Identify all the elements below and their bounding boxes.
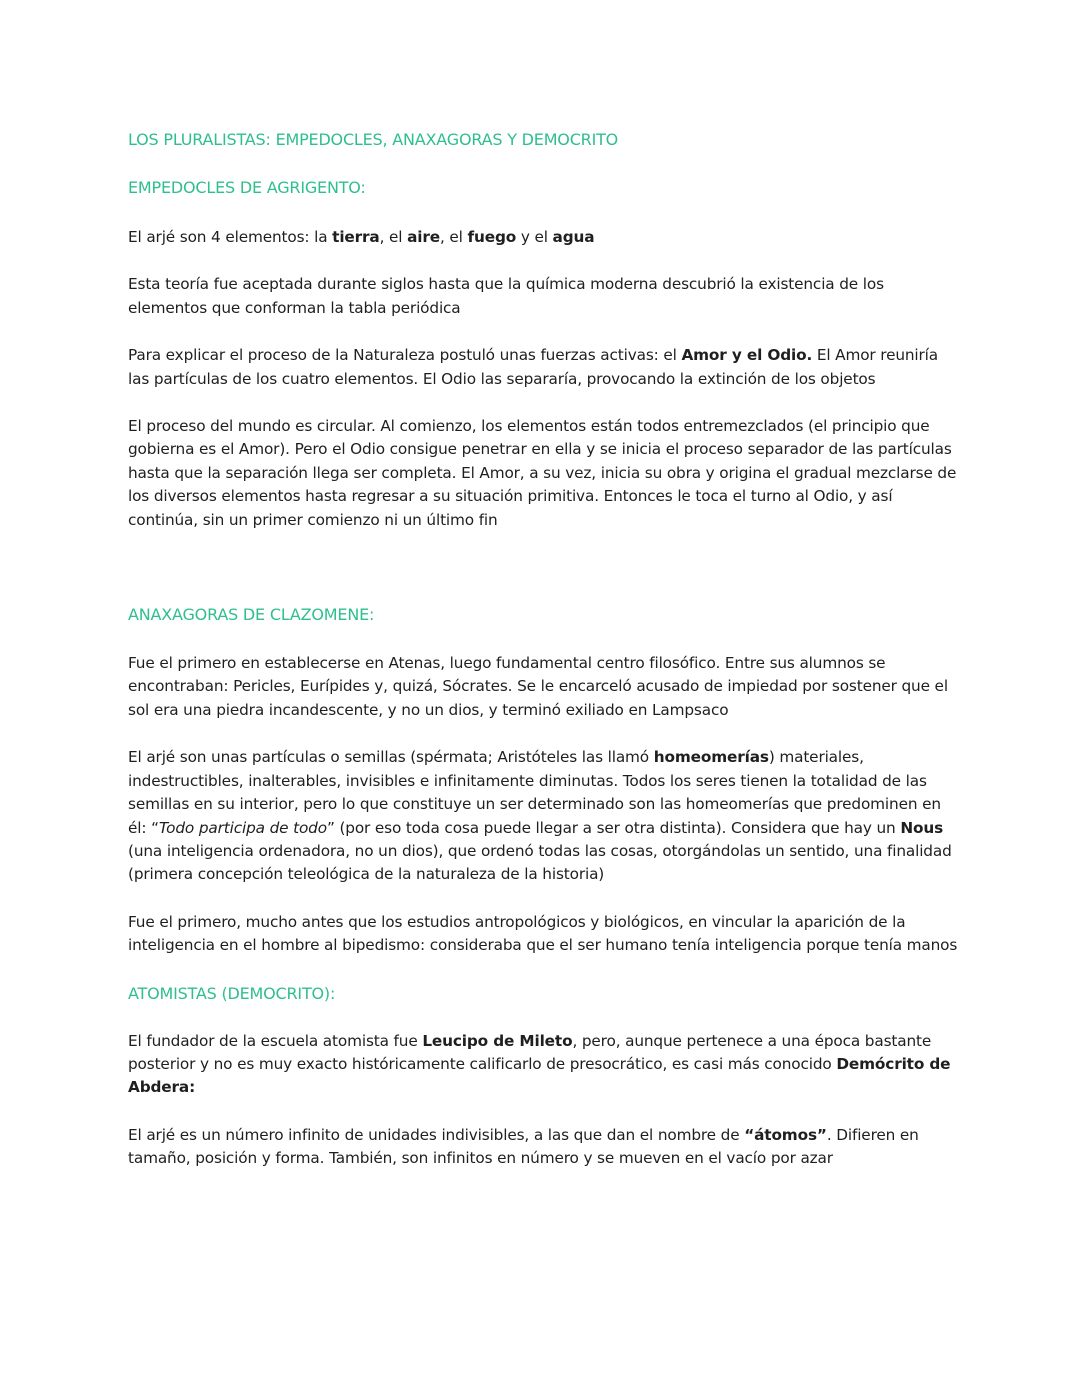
section-heading-empedocles: EMPEDOCLES DE AGRIGENTO: (128, 178, 366, 197)
empedocles-paragraph-4: El proceso del mundo es circular. Al comienzo, los elementos están todos entremezclados (el principio que gobierna es el Amor). Pero el Odio consigue penetrar en ella y se inicia el proceso separador de las partículas hasta que la separación llega ser completa. El Amor, a su vez, inicia su obra y origina el gradual mezclarse de los diversos elementos hasta regresar a su situación primitiva. Entonces le toca el turno al Odio, y así continúa, sin un primer comienzo ni un último fin (128, 417, 957, 529)
empedocles-paragraph-1: El arjé son 4 elementos: la tierra, el aire, el fuego y el agua (128, 228, 595, 246)
anaxagoras-paragraph-1: Fue el primero en establecerse en Atenas, luego fundamental centro filosófico. Entre sus alumnos se encontraban: Pericles, Eurípides y, quizá, Sócrates. Se le encarceló acusado de impiedad por sostener que el sol era una piedra incandescente, y no un dios, y terminó exiliado en Lampsaco (128, 654, 948, 719)
empedocles-paragraph-3: Para explicar el proceso de la Naturaleza postuló unas fuerzas activas: el Amor y el Odio. El Amor reuniría las partículas de los cuatro elementos. El Odio las separaría, provocando la extinción de los objetos (128, 346, 938, 388)
document-page (128, 128, 958, 1171)
section-heading-anaxagoras: ANAXAGORAS DE CLAZOMENE: (128, 605, 375, 625)
section-heading-atomistas: ATOMISTAS (DEMOCRITO): (128, 983, 336, 1003)
atomistas-paragraph-1: El fundador de la escuela atomista fue Leucipo de Mileto, pero, aunque pertenece a una época bastante posterior y no es muy exacto históricamente calificarlo de presocrático, es casi más conocido Demócrito de Abdera: (128, 1031, 951, 1097)
anaxagoras-paragraph-2: El arjé son unas partículas o semillas (spérmata; Aristóteles las llamó homeomerías) materiales, indestructibles, inalterables, invisibles e infinitamente diminutas. Todos los seres tienen la totalidad de las semillas en su interior, pero lo que constituye un ser determinado son las homeomerías que predominen en él: “Todo participa de todo” (por eso toda cosa puede llegar a ser otra distinta). Considera que hay un Nous (una inteligencia ordenadora, no un dios), que ordenó todas las cosas, otorgándolas un sentido, una finalidad (primera concepción teleológica de la naturaleza de la historia) (128, 748, 952, 884)
atomistas-paragraph-2: El arjé es un número infinito de unidades indivisibles, a las que dan el nombre de “átomos”. Difieren en tamaño, posición y forma. También, son infinitos en número y se mueven en el vacío por azar (128, 1125, 919, 1168)
anaxagoras-paragraph-3: Fue el primero, mucho antes que los estudios antropológicos y biológicos, en vincular la aparición de la inteligencia en el hombre al bipedismo: consideraba que el ser humano tenía inteligencia porque tenía manos (128, 912, 958, 955)
document-title: LOS PLURALISTAS: EMPEDOCLES, ANAXAGORAS Y DEMOCRITO (128, 130, 619, 149)
empedocles-paragraph-2: Esta teoría fue aceptada durante siglos hasta que la química moderna descubrió la existencia de los elementos que conforman la tabla periódica (128, 275, 884, 317)
